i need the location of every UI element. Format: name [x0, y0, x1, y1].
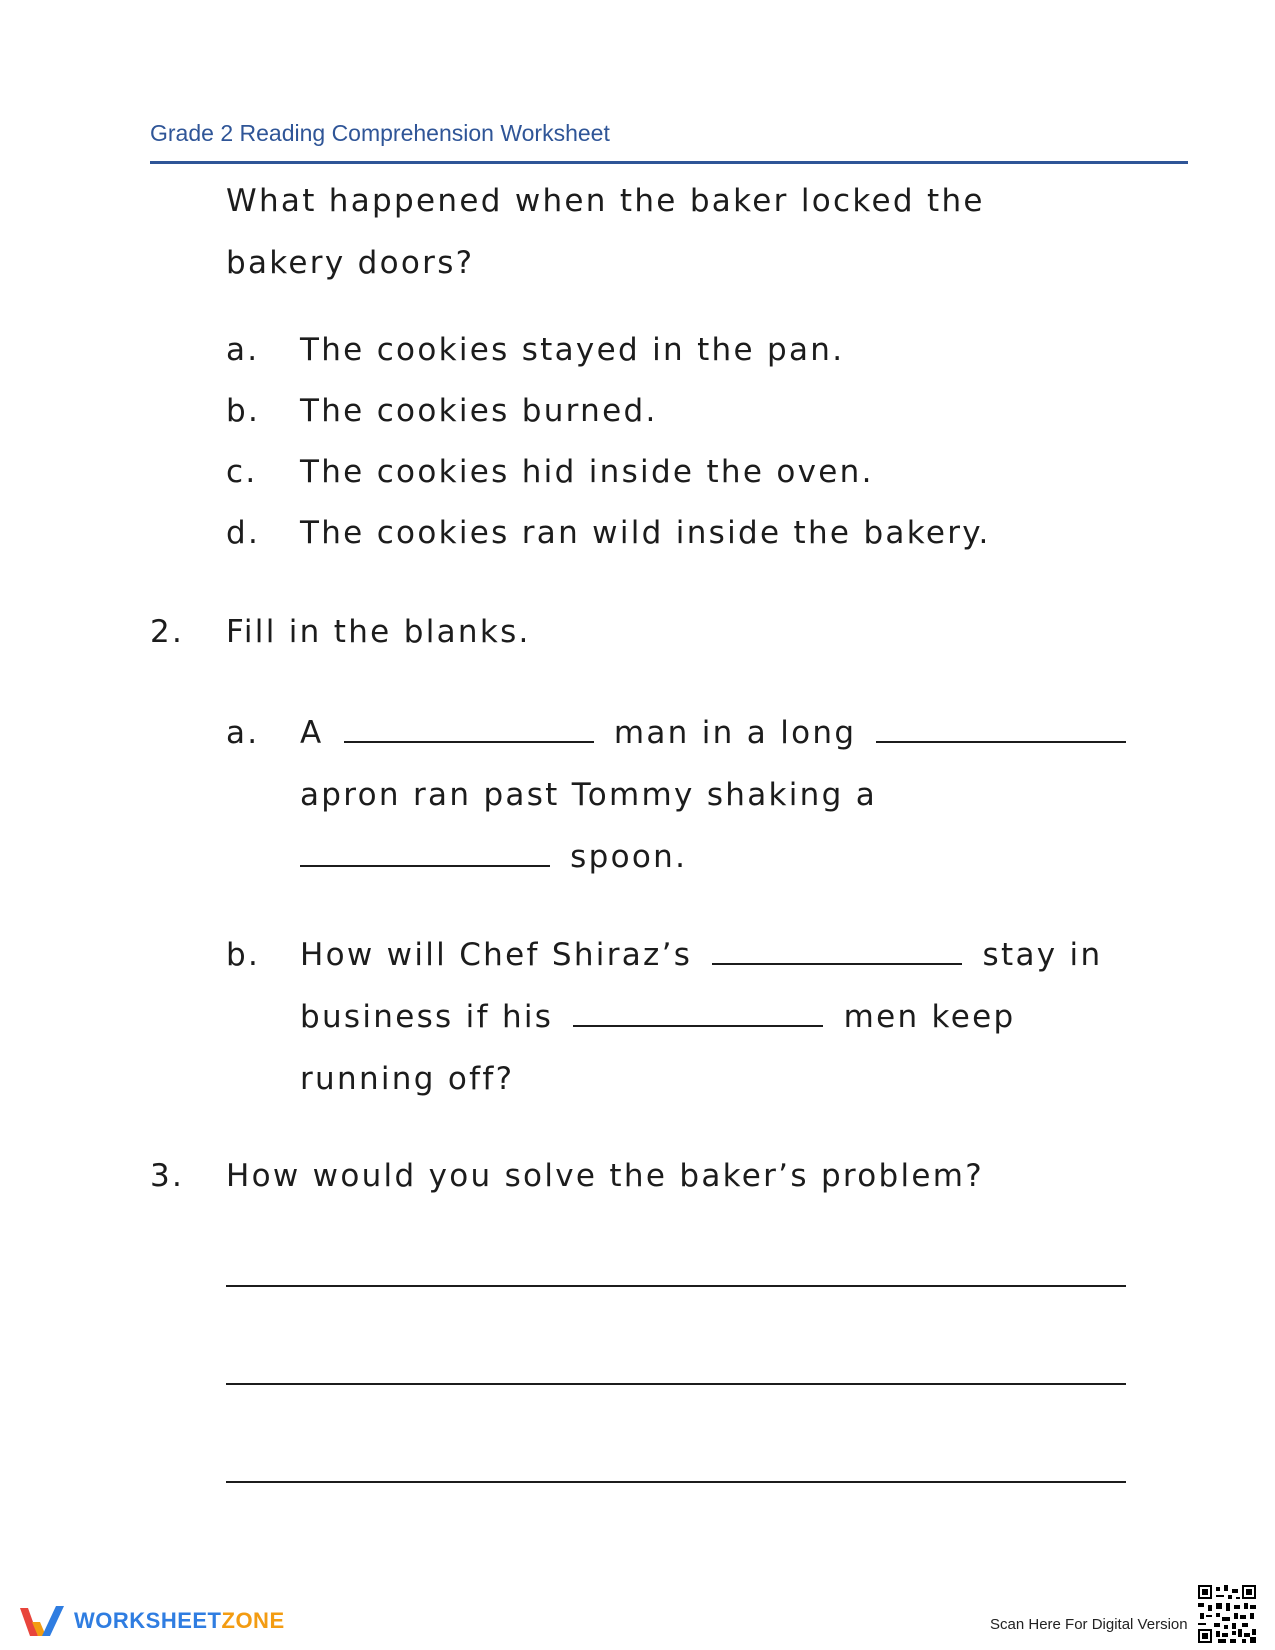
- q1-option-c-letter: c.: [226, 454, 258, 490]
- q2-number: 2.: [150, 614, 185, 650]
- q2b-text-1: How will Chef Shiraz’s: [300, 937, 693, 973]
- q2a-text-1: A: [300, 715, 324, 751]
- q1-question-line-1: What happened when the baker locked the: [226, 183, 985, 219]
- worksheet-header-title: Grade 2 Reading Comprehension Worksheet: [150, 120, 610, 146]
- q2b-text-4: men keep: [843, 999, 1016, 1035]
- answer-line-2[interactable]: [226, 1383, 1126, 1385]
- q1-option-b-letter: b.: [226, 393, 261, 429]
- q2b-text-3: business if his: [300, 999, 554, 1035]
- q2a-text-3: spoon.: [570, 839, 688, 875]
- worksheetzone-w-icon: [18, 1602, 66, 1640]
- q2b-line-2: [300, 997, 1015, 1037]
- q3-number: 3.: [150, 1158, 185, 1194]
- q2a-letter: a.: [226, 715, 260, 751]
- q2a-blank-1[interactable]: [344, 713, 594, 743]
- q1-option-a-text: The cookies stayed in the pan.: [300, 332, 845, 368]
- answer-line-3[interactable]: [226, 1481, 1126, 1483]
- scan-here-caption: Scan Here For Digital Version: [990, 1616, 1188, 1633]
- q1-option-a-letter: a.: [226, 332, 260, 368]
- q2b-line-3: running off?: [300, 1061, 515, 1097]
- q2a-text-2: man in a long: [613, 715, 857, 751]
- q2b-line-1: [300, 935, 1102, 975]
- q1-option-b-text: The cookies burned.: [300, 393, 658, 429]
- brand-word-zone: ZONE: [221, 1608, 285, 1633]
- q1-option-d-letter: d.: [226, 515, 261, 551]
- q2-prompt: Fill in the blanks.: [226, 614, 531, 650]
- q3-prompt: How would you solve the baker’s problem?: [226, 1158, 985, 1194]
- q2b-letter: b.: [226, 937, 261, 973]
- q1-question-line-2: bakery doors?: [226, 245, 475, 281]
- q2b-blank-1[interactable]: [712, 935, 962, 965]
- q2b-blank-2[interactable]: [573, 997, 823, 1027]
- worksheetzone-wordmark: [74, 1608, 285, 1634]
- answer-line-1[interactable]: [226, 1285, 1126, 1287]
- q2a-blank-2[interactable]: [876, 713, 1126, 743]
- q2a-line-3: [300, 837, 687, 877]
- q1-option-c-text: The cookies hid inside the oven.: [300, 454, 874, 490]
- worksheetzone-logo: [18, 1602, 285, 1640]
- qr-code-icon[interactable]: [1198, 1585, 1256, 1643]
- q1-option-d-text: The cookies ran wild inside the bakery.: [300, 515, 991, 551]
- brand-word-worksheet: WORKSHEET: [74, 1608, 222, 1633]
- q2a-line-2: apron ran past Tommy shaking a: [300, 777, 878, 813]
- q2b-text-2: stay in: [982, 937, 1103, 973]
- q2a-blank-3[interactable]: [300, 837, 550, 867]
- q2a-line-1: [300, 713, 1126, 753]
- header-divider: [150, 161, 1188, 164]
